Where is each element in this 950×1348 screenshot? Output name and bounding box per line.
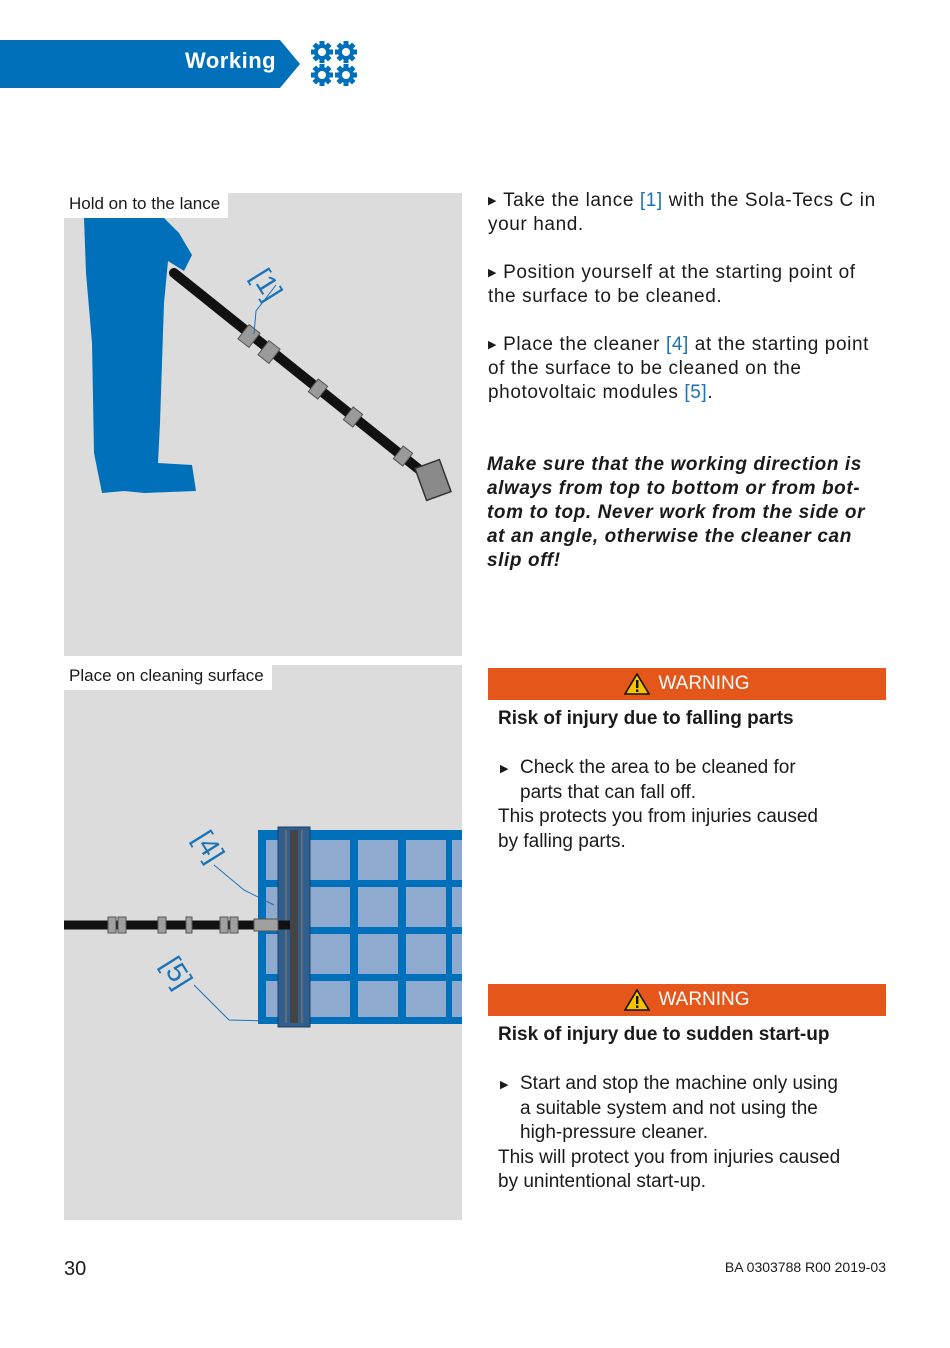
figure-hold-lance	[64, 193, 462, 656]
callout-pv-modules: [5]	[155, 951, 199, 994]
step-2: ▶ Position yourself at the starting point of the surface to be cleaned.	[488, 262, 856, 307]
person-holding-lance-illustration	[64, 193, 462, 656]
warning-body: ▶ Start and stop the machine only using a suitable system and not using the high-pressure cleaner. This will protect you from injuries caused by unintentional start-up.	[498, 1073, 841, 1192]
triangle-bullet-icon: ▶	[488, 267, 498, 279]
figure-label: Hold on to the lance	[64, 193, 228, 218]
working-direction-note: Make sure that the working direction is always from top to bottom or from bot- tom to top. Never work from the side or at an angle, otherwise the cleaner can slip off!	[487, 454, 866, 571]
callout-lance: [1]	[245, 263, 289, 306]
warning-banner: WARNING	[488, 668, 886, 700]
warning-title: Risk of injury due to falling parts	[498, 708, 794, 729]
section-title: Working	[185, 48, 277, 73]
warning-banner: WARNING	[488, 984, 886, 1016]
triangle-bullet-icon: ▶	[488, 195, 498, 207]
warning-triangle-icon	[624, 673, 650, 695]
triangle-bullet-icon: ▶	[500, 1079, 509, 1091]
page-number: 30	[64, 1258, 87, 1280]
warning-title: Risk of injury due to sudden start-up	[498, 1024, 830, 1045]
triangle-bullet-icon: ▶	[500, 763, 509, 775]
figure-label: Place on cleaning surface	[64, 665, 272, 690]
triangle-bullet-icon: ▶	[488, 339, 498, 351]
step-3: ▶ Place the cleaner [4] at the starting point of the surface to be cleaned on the photovoltaic modules [5].	[488, 334, 869, 403]
warning-body: ▶ Check the area to be cleaned for parts that can fall off. This protects you from injuries caused by falling parts.	[498, 757, 818, 852]
gears-icon	[308, 40, 360, 88]
warning-triangle-icon	[624, 989, 650, 1011]
figure-place-cleaner	[64, 665, 462, 1220]
document-id: BA 0303788 R00 2019-03	[724, 1259, 886, 1275]
cleaner-on-panel-illustration	[64, 665, 462, 1220]
step-1: ▶ Take the lance [1] with the Sola-Tecs C in your hand.	[488, 190, 876, 235]
callout-cleaner: [4]	[187, 825, 231, 868]
